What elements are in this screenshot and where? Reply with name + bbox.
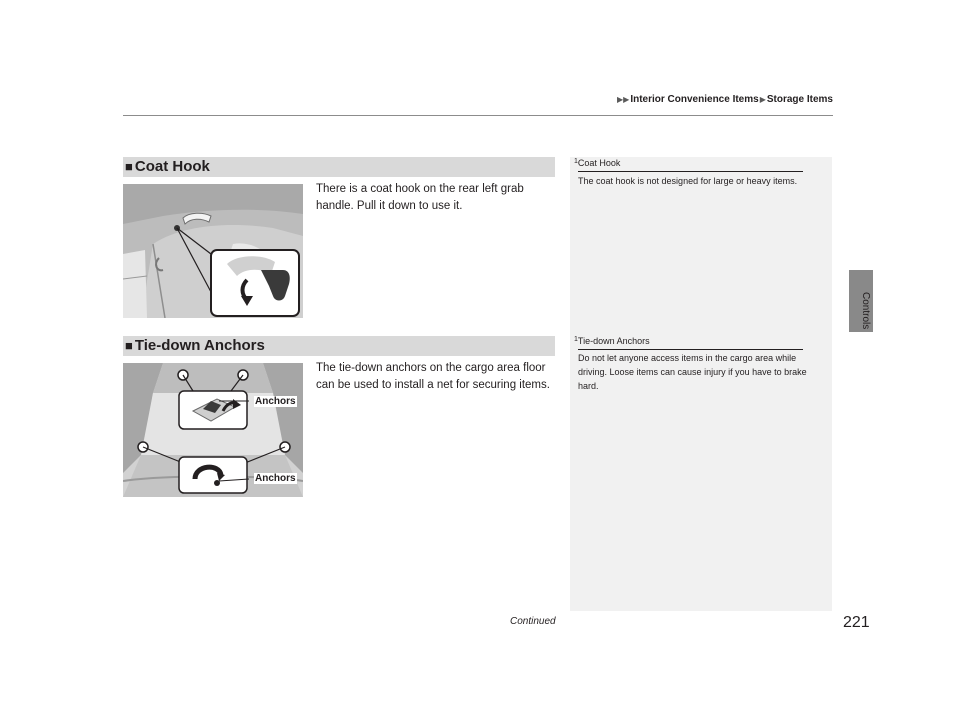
section-heading-tie-down-anchors <box>123 336 555 356</box>
square-bullet-icon: ■ <box>125 159 133 174</box>
section-title: Coat Hook <box>134 158 210 175</box>
note-text-tie-down-anchors: Do not let anyone access items in the cargo area while driving. Loose items can cause injury if you have to brake hard. <box>578 353 807 391</box>
coat-hook-illustration <box>123 184 303 318</box>
breadcrumb-arrow-icon: ▶ <box>759 95 766 104</box>
coat-hook-body: There is a coat hook on the rear left grab handle. Pull it down to use it. <box>316 183 524 212</box>
section-title: Tie-down Anchors <box>134 337 265 354</box>
tie-down-body: The tie-down anchors on the cargo area floor can be used to install a net for securing items. <box>316 362 550 391</box>
chapter-tab-label: Controls <box>860 292 871 330</box>
note-text-coat-hook: The coat hook is not designed for large or heavy items. <box>578 176 798 186</box>
breadcrumb <box>616 94 833 105</box>
note-rule <box>578 349 803 350</box>
note-reference-icon: 1 <box>574 336 578 343</box>
breadcrumb-item[interactable]: Interior Convenience Items <box>630 94 759 105</box>
note-heading-tie-down-anchors <box>574 336 650 346</box>
header-rule <box>123 115 833 116</box>
anchors-label-upper: Anchors <box>255 396 296 407</box>
section-heading-coat-hook <box>123 157 555 177</box>
anchors-label-lower: Anchors <box>255 473 296 484</box>
page-number: 221 <box>843 614 870 631</box>
breadcrumb-item[interactable]: Storage Items <box>766 94 833 105</box>
note-rule <box>578 171 803 172</box>
breadcrumb-arrow-icon: ▶▶ <box>617 95 630 104</box>
square-bullet-icon: ■ <box>125 338 133 353</box>
note-title: Tie-down Anchors <box>577 336 650 346</box>
note-reference-icon: 1 <box>574 158 578 165</box>
note-title: Coat Hook <box>577 158 621 168</box>
note-heading-coat-hook <box>574 158 620 168</box>
continued-label: Continued <box>510 616 556 627</box>
coat-hook-drawing <box>123 184 303 318</box>
